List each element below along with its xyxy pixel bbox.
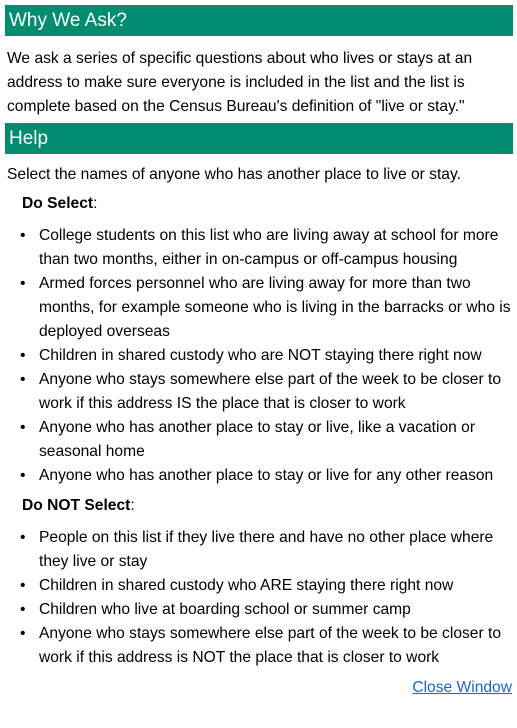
close-window-link[interactable]: Close Window [412,679,512,696]
list-item: • Anyone who stays somewhere else part of the week to be closer to work if this address is NOT the place that is closer to work [5,622,513,670]
bullet-icon: • [20,625,26,642]
do-select-label: Do Select [22,195,94,212]
list-item: • Armed forces personnel who are living away for more than two months, for example someone who is living in the barracks or who is deployed overseas [5,272,513,344]
list-item: • College students on this list who are living away at school for more than two months, either in on-campus or off-campus housing [5,224,513,272]
list-item: • Anyone who stays somewhere else part of the week to be closer to work if this address IS the place that is closer to work [5,368,513,416]
bullet-icon: • [20,577,26,594]
bullet-icon: • [20,601,26,618]
bullet-icon: • [20,347,26,364]
list-item: • Anyone who has another place to stay or live for any other reason [5,464,513,488]
bullet-icon: • [20,467,26,484]
do-not-select-list [5,526,513,670]
why-we-ask-text: We ask a series of specific questions about who lives or stays at an address to make sure everyone is included in the list and the list is complete based on the Census Bureau's definition of "live or stay." [7,50,473,115]
bullet-icon: • [20,529,26,546]
list-item: • Children who live at boarding school or summer camp [5,598,513,622]
do-not-select-heading: Do NOT Select: [22,497,135,514]
help-page [5,5,513,670]
why-we-ask-title: Why We Ask? [9,10,127,31]
do-not-select-label: Do NOT Select [22,497,131,514]
list-item: • Children in shared custody who are NOT staying there right now [5,344,513,368]
list-item: • Anyone who has another place to stay or live, like a vacation or seasonal home [5,416,513,464]
help-header [5,123,513,154]
why-we-ask-header [5,5,513,36]
help-intro: Select the names of anyone who has another place to live or stay. [7,166,461,183]
list-item: • People on this list if they live there and have no other place where they live or stay [5,526,513,574]
help-title: Help [9,128,49,149]
bullet-icon: • [20,371,26,388]
bullet-icon: • [20,227,26,244]
bullet-icon: • [20,419,26,436]
do-select-list [5,224,513,488]
list-item: • Children in shared custody who ARE staying there right now [5,574,513,598]
bullet-icon: • [20,275,26,292]
do-select-heading: Do Select: [22,195,98,212]
